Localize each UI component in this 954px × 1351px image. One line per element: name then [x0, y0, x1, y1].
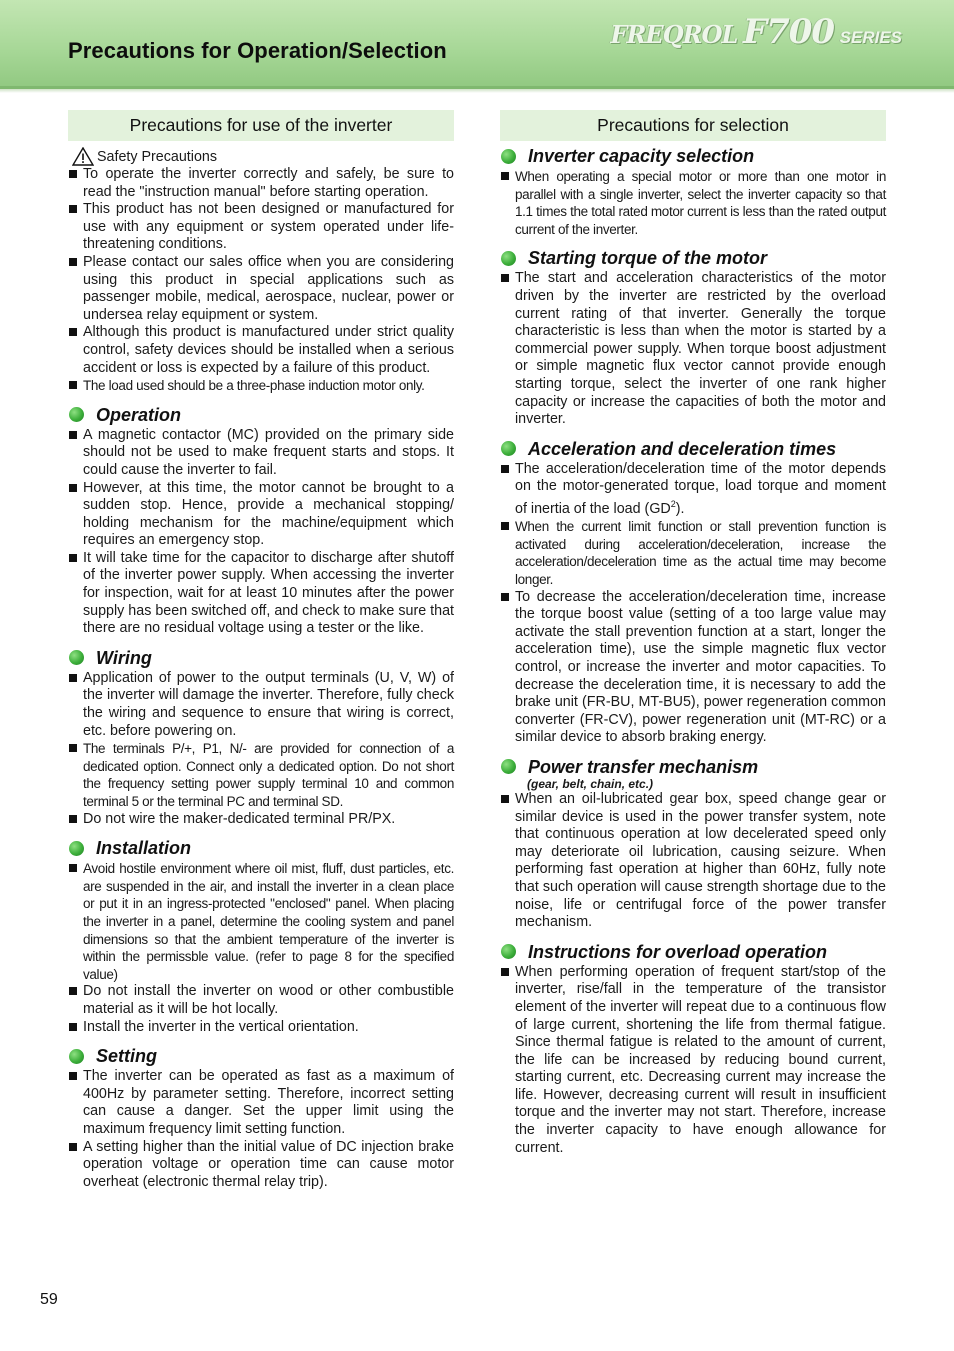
list-item: Avoid hostile environment where oil mist, fluff, dust particles, etc. are suspended in the air, and install the inverter in a clean place or put it in an ingress-protected "enclosed" panel. When placing the inverter in a panel, determine the cooling system and panel dimensions so that the ambient temperature of the inverter is within the permissble value. (refer to page 8 for the specified value): [68, 860, 454, 983]
list-item: To decrease the acceleration/deceleration time, increase the torque boost value (setting of a too large value may activate the stall prevention function at a start, longer the acceleration time), use the simple magnetic flux vector control, or increase the inverter and motor capacities. To decrease the deceleration time, it is necessary to add the brake unit (FR-BU, MT-BU5), power regeneration common converter (FR-CV), power regeneration unit (MT-RC) or a similar device to absorb braking energy.: [500, 589, 886, 747]
green-bullet-icon: [69, 841, 84, 856]
page-title: Precautions for Operation/Selection: [68, 38, 447, 63]
page-number: 59: [40, 1291, 58, 1308]
logo-model: F700: [742, 12, 835, 52]
logo-brand: FREQROL: [610, 20, 738, 49]
safety-label-text: Safety Precautions: [97, 148, 218, 165]
green-bullet-icon: [501, 944, 516, 959]
list-item: When operating a special motor or more than one motor in parallel with a single inverter, select the inverter capacity so that 1.1 times the total rated motor current is less than the rated output current of the inverter.: [500, 168, 886, 238]
list-item: Although this product is manufactured under strict quality control, safety devices should be installed when a serious accident or loss is expected by a failure of this product.: [68, 324, 454, 377]
green-bullet-icon: [69, 650, 84, 665]
section-title-operation: Operation: [68, 404, 454, 426]
list-item: The load used should be a three-phase induction motor only.: [68, 377, 454, 395]
green-bullet-icon: [69, 407, 84, 422]
list-item: To operate the inverter correctly and safely, be sure to read the "instruction manual" before starting operation.: [68, 166, 454, 201]
section-title-overload: Instructions for overload operation: [500, 941, 886, 963]
left-column-heading: Precautions for use of the inverter: [68, 110, 454, 141]
operation-list: [68, 427, 454, 638]
section-title-installation: Installation: [68, 837, 454, 859]
capacity-list: [500, 168, 886, 238]
section-title-capacity: Inverter capacity selection: [500, 145, 886, 167]
green-bullet-icon: [501, 149, 516, 164]
section-title-transfer: Power transfer mechanism: [500, 756, 886, 778]
green-bullet-icon: [501, 251, 516, 266]
right-column-heading: Precautions for selection: [500, 110, 886, 141]
list-item: However, at this time, the motor cannot be brought to a sudden stop. Hence, provide a mechanical stopping/ holding mechanism for the machine/equipment which requires an emergency stop.: [68, 480, 454, 550]
wiring-list: [68, 670, 454, 828]
page-header: [0, 0, 954, 89]
list-item: When an oil-lubricated gear box, speed change gear or similar device is used in the power transfer system, note that continuous operation at low decelerated speed only may deteriorate oil lubrication, causing seizure. When performing fast operation at higher than 60Hz, fully note that such operation will cause strength shortage due to the noise, life or centrifugal force of the power transfer mechanism.: [500, 791, 886, 932]
header-shadow: [0, 89, 954, 93]
list-item: Do not wire the maker-dedicated terminal PR/PX.: [68, 811, 454, 829]
safety-precautions-label: [72, 147, 454, 166]
section-subtitle-transfer: (gear, belt, chain, etc.): [527, 776, 654, 791]
logo-series: SERIES: [839, 28, 902, 47]
list-item: A magnetic contactor (MC) provided on the primary side should not be used to make frequent starts and stops. It could cause the inverter to fail.: [68, 427, 454, 480]
torque-list: [500, 270, 886, 428]
list-item: This product has not been designed or manufactured for use with any equipment or system operated under life-threatening conditions.: [68, 201, 454, 254]
list-item: Install the inverter in the vertical orientation.: [68, 1019, 454, 1037]
transfer-list: [500, 791, 886, 932]
list-item: When the current limit function or stall prevention function is activated during acceleration/deceleration, increase the acceleration/deceleration time as the actual time may become longer.: [500, 518, 886, 588]
list-item: Application of power to the output terminals (U, V, W) of the inverter will damage the inverter. Therefore, fully check the wiring and sequence to ensure that wiring is correct, etc. before powering on.: [68, 670, 454, 740]
installation-list: [68, 860, 454, 1036]
list-item: Do not install the inverter on wood or other combustible material as it will be hot locally.: [68, 983, 454, 1018]
series-logo: [610, 12, 902, 52]
green-bullet-icon: [501, 441, 516, 456]
list-item: The acceleration/deceleration time of the motor depends on the motor-generated torque, load torque and moment of inertia of the load $(GD^2)$.: [500, 461, 886, 519]
section-title-accel: Acceleration and deceleration times: [500, 438, 886, 460]
section-title-torque: Starting torque of the motor: [500, 247, 886, 269]
green-bullet-icon: [69, 1049, 84, 1064]
list-item: Please contact our sales office when you are considering using this product in special applications such as passenger mobile, medical, aerospace, nuclear, power or undersea relay equipment or system.: [68, 254, 454, 324]
list-item: The inverter can be operated as fast as a maximum of 400Hz by parameter setting. Therefore, incorrect setting can cause a danger. Set the upper limit using the maximum frequency limit setting function.: [68, 1068, 454, 1138]
section-title-setting: Setting: [68, 1045, 454, 1067]
accel-list: [500, 461, 886, 747]
list-item: The terminals P/+, P1, N/- are provided for connection of a dedicated option. Connect only a dedicated option. Do not short the frequency setting power supply terminal 10 and common terminal 5 or the terminal PC and terminal SD.: [68, 740, 454, 810]
overload-list: [500, 964, 886, 1158]
left-column: [68, 110, 454, 1191]
setting-list: [68, 1068, 454, 1191]
list-item: A setting higher than the initial value of DC injection brake operation voltage or operation time can cause motor overheat (electronic thermal relay trip).: [68, 1139, 454, 1192]
list-item: It will take time for the capacitor to discharge after shutoff of the inverter power supply. When accessing the inverter for inspection, wait for at least 10 minutes after the power supply has been switched off, and check to make sure that there are no residual voltage using a tester or the like.: [68, 550, 454, 638]
list-item: When performing operation of frequent start/stop of the inverter, rise/fall in the temperature of the transistor element of the inverter will repeat due to a continuous flow of large current, shortening the life from thermal fatigue. Since thermal fatigue is related to the amount of current, the life can be increased by reducing bound current, starting current, etc. Decreasing current may increase the life. However, decreasing current will result in insufficient torque and the inverter may not start. Therefore, increase the inverter capacity to have enough allowance for current.: [500, 964, 886, 1158]
right-column: [500, 110, 886, 1157]
green-bullet-icon: [501, 759, 516, 774]
warning-triangle-icon: [72, 147, 94, 166]
list-item: The start and acceleration characteristics of the motor driven by the inverter are restricted by the overload current rating of that inverter. Generally the torque characteristic is less than when the motor is started by a commercial power supply. When torque boost adjustment or simple magnetic flux vector cannot provide enough starting torque, select the inverter of one rank higher capacity or increase the capacities of both the motor and inverter.: [500, 270, 886, 428]
section-title-wiring: Wiring: [68, 647, 454, 669]
safety-list: [68, 166, 454, 395]
